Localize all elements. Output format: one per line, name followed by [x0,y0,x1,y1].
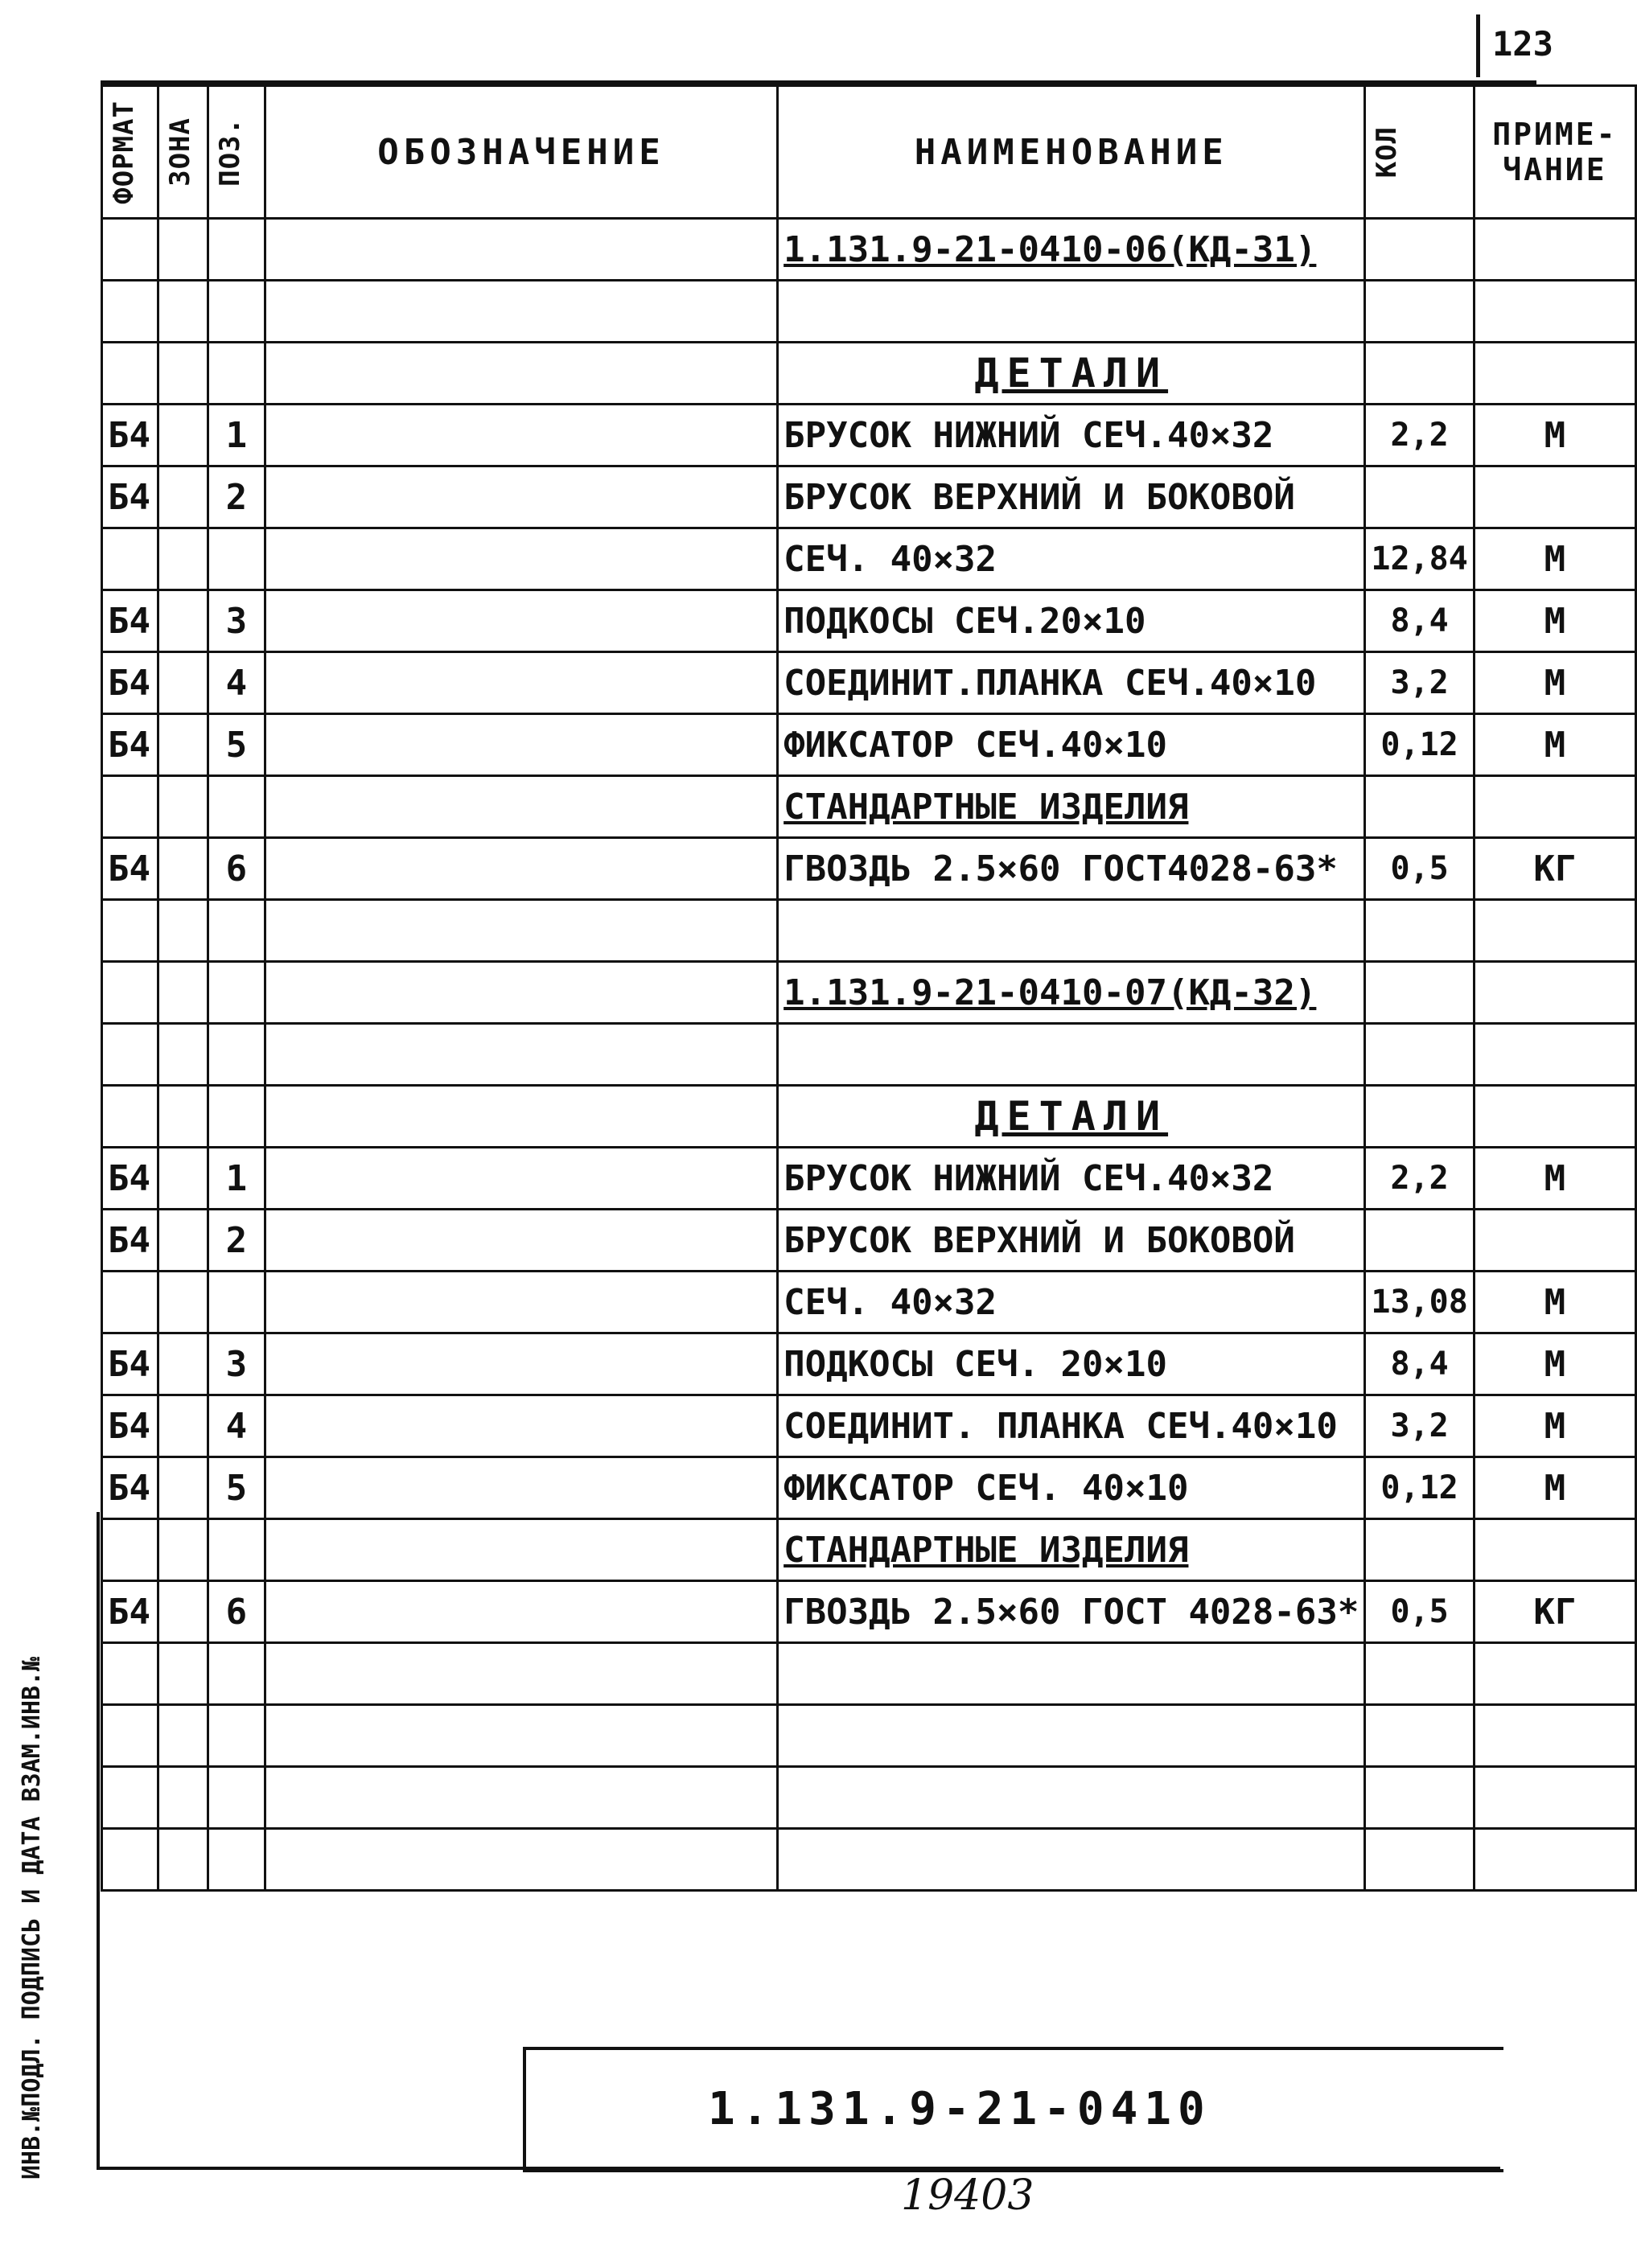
row-note [1474,1643,1635,1705]
row-designation [265,776,777,838]
row-name: 1.131.9-21-0410-06(КД-31) [778,219,1365,281]
row-format: Б4 [102,1210,158,1272]
row-qty [1365,1767,1474,1829]
table-row [102,776,1636,838]
row-designation [265,838,777,900]
row-format [102,1643,158,1705]
row-qty: 13,08 [1365,1272,1474,1333]
row-zone [158,590,208,652]
row-name [778,1829,1365,1891]
row-zone [158,714,208,776]
row-designation [265,1705,777,1767]
row-note: КГ [1474,838,1635,900]
row-pos: 3 [208,590,265,652]
row-pos: 5 [208,1457,265,1519]
row-format [102,962,158,1024]
row-qty [1365,1024,1474,1086]
row-zone [158,1148,208,1210]
row-note [1474,281,1635,343]
row-zone [158,1086,208,1148]
row-qty [1365,962,1474,1024]
row-format [102,1086,158,1148]
row-zone [158,838,208,900]
row-note [1474,1705,1635,1767]
table-row [102,590,1636,652]
table-row [102,1333,1636,1395]
row-designation [265,219,777,281]
document-code: 1.131.9-21-0410 [708,2083,1211,2135]
row-format [102,1767,158,1829]
header-pos [208,86,265,219]
row-pos: 6 [208,838,265,900]
row-format [102,343,158,405]
row-designation [265,528,777,590]
row-format: Б4 [102,714,158,776]
row-format: Б4 [102,652,158,714]
row-pos [208,1024,265,1086]
row-note [1474,962,1635,1024]
row-designation [265,1024,777,1086]
row-designation [265,281,777,343]
specification-table [101,84,1637,1892]
table-row [102,281,1636,343]
row-zone [158,1519,208,1581]
row-qty [1365,1210,1474,1272]
table-row [102,1519,1636,1581]
row-qty: 2,2 [1365,1148,1474,1210]
row-zone [158,962,208,1024]
row-note: М [1474,1395,1635,1457]
row-name: ПОДКОСЫ СЕЧ. 20×10 [778,1333,1365,1395]
row-format: Б4 [102,405,158,466]
row-designation [265,1519,777,1581]
row-pos [208,1086,265,1148]
row-qty [1365,776,1474,838]
table-row [102,1767,1636,1829]
table-row [102,466,1636,528]
row-format: Б4 [102,1395,158,1457]
row-designation [265,590,777,652]
row-zone [158,405,208,466]
row-qty: 0,5 [1365,1581,1474,1643]
row-zone [158,281,208,343]
table-row [102,962,1636,1024]
row-format [102,1519,158,1581]
row-pos [208,343,265,405]
row-designation [265,1148,777,1210]
row-qty [1365,1643,1474,1705]
table-header [102,86,1636,219]
row-zone [158,1272,208,1333]
row-format: Б4 [102,466,158,528]
table-row [102,1210,1636,1272]
row-qty: 3,2 [1365,652,1474,714]
row-designation [265,466,777,528]
row-format: Б4 [102,590,158,652]
row-qty [1365,1519,1474,1581]
row-zone [158,343,208,405]
row-name [778,281,1365,343]
row-pos: 1 [208,1148,265,1210]
row-qty [1365,466,1474,528]
table-row [102,343,1636,405]
table-row [102,1457,1636,1519]
row-qty: 0,12 [1365,714,1474,776]
table-row [102,1272,1636,1333]
row-note [1474,776,1635,838]
row-pos [208,1519,265,1581]
row-format [102,1024,158,1086]
row-format [102,776,158,838]
row-zone [158,1210,208,1272]
row-pos: 4 [208,1395,265,1457]
row-note: М [1474,528,1635,590]
row-name [778,1767,1365,1829]
row-note [1474,1210,1635,1272]
row-qty: 8,4 [1365,1333,1474,1395]
table-row [102,1086,1636,1148]
table-row [102,1024,1636,1086]
row-qty [1365,343,1474,405]
row-name: ДЕТАЛИ [778,343,1365,405]
row-zone [158,528,208,590]
row-name: ФИКСАТОР СЕЧ. 40×10 [778,1457,1365,1519]
row-name: 1.131.9-21-0410-07(КД-32) [778,962,1365,1024]
row-designation [265,1767,777,1829]
side-margin-labels: ИНВ.№ПОДЛ. ПОДПИСЬ И ДАТА ВЗАМ.ИНВ.№ [18,1656,46,2180]
row-qty [1365,281,1474,343]
row-note: М [1474,714,1635,776]
row-zone [158,466,208,528]
table-row [102,528,1636,590]
row-zone [158,1767,208,1829]
row-designation [265,343,777,405]
row-designation [265,1643,777,1705]
row-name: СЕЧ. 40×32 [778,1272,1365,1333]
row-pos [208,281,265,343]
row-note: М [1474,1457,1635,1519]
row-qty: 0,5 [1365,838,1474,900]
row-zone [158,652,208,714]
bottom-rule [97,2167,1500,2170]
row-format: Б4 [102,1457,158,1519]
table-body [102,219,1636,1891]
row-name: БРУСОК НИЖНИЙ СЕЧ.40×32 [778,405,1365,466]
row-zone [158,219,208,281]
row-name [778,1643,1365,1705]
table-row [102,1829,1636,1891]
row-note [1474,1829,1635,1891]
header-designation: ОБОЗНАЧЕНИЕ [265,86,777,219]
row-zone [158,1457,208,1519]
row-note [1474,1086,1635,1148]
row-pos [208,1643,265,1705]
row-pos [208,900,265,962]
row-qty [1365,1705,1474,1767]
header-pos-label: ПОЗ. [213,117,246,187]
row-note: М [1474,1333,1635,1395]
left-margin-rule [97,1512,100,2170]
row-note [1474,466,1635,528]
row-zone [158,1829,208,1891]
row-zone [158,900,208,962]
row-name: ГВОЗДЬ 2.5×60 ГОСТ 4028-63* [778,1581,1365,1643]
page-number-bar [1476,14,1480,77]
row-name: БРУСОК ВЕРХНИЙ И БОКОВОЙ [778,1210,1365,1272]
row-name [778,1705,1365,1767]
row-qty [1365,1829,1474,1891]
row-pos: 6 [208,1581,265,1643]
row-name [778,900,1365,962]
row-name: СЕЧ. 40×32 [778,528,1365,590]
row-pos [208,1829,265,1891]
row-format: Б4 [102,838,158,900]
row-zone [158,776,208,838]
header-qty [1365,86,1474,219]
row-designation [265,1272,777,1333]
row-pos [208,528,265,590]
row-name: СТАНДАРТНЫЕ ИЗДЕЛИЯ [778,1519,1365,1581]
table-row [102,838,1636,900]
row-zone [158,1395,208,1457]
row-pos [208,776,265,838]
row-format [102,1705,158,1767]
row-note [1474,219,1635,281]
row-zone [158,1643,208,1705]
row-format: Б4 [102,1581,158,1643]
table-row [102,219,1636,281]
row-designation [265,1333,777,1395]
row-note [1474,1519,1635,1581]
table-row [102,652,1636,714]
row-name: БРУСОК НИЖНИЙ СЕЧ.40×32 [778,1148,1365,1210]
row-designation [265,1581,777,1643]
row-name [778,1024,1365,1086]
row-format [102,900,158,962]
row-pos [208,1705,265,1767]
row-designation [265,1829,777,1891]
row-note: М [1474,590,1635,652]
row-format: Б4 [102,1148,158,1210]
table-row [102,1705,1636,1767]
row-format [102,1272,158,1333]
row-qty: 0,12 [1365,1457,1474,1519]
row-pos: 2 [208,1210,265,1272]
row-pos: 3 [208,1333,265,1395]
row-qty: 8,4 [1365,590,1474,652]
table-row [102,1395,1636,1457]
row-designation [265,714,777,776]
row-pos [208,1767,265,1829]
row-qty: 2,2 [1365,405,1474,466]
row-pos [208,219,265,281]
row-pos [208,1272,265,1333]
row-zone [158,1333,208,1395]
header-zone-label: ЗОНА [163,117,196,187]
header-format-label: ФОРМАТ [108,100,140,204]
row-zone [158,1581,208,1643]
header-zone [158,86,208,219]
row-designation [265,405,777,466]
row-name: СТАНДАРТНЫЕ ИЗДЕЛИЯ [778,776,1365,838]
row-designation [265,1457,777,1519]
row-designation [265,652,777,714]
row-note: М [1474,1272,1635,1333]
row-name: ФИКСАТОР СЕЧ.40×10 [778,714,1365,776]
row-designation [265,1086,777,1148]
row-name: СОЕДИНИТ.ПЛАНКА СЕЧ.40×10 [778,652,1365,714]
row-format [102,219,158,281]
row-note: КГ [1474,1581,1635,1643]
row-pos: 2 [208,466,265,528]
row-note: М [1474,405,1635,466]
header-name: НАИМЕНОВАНИЕ [778,86,1365,219]
row-name: ГВОЗДЬ 2.5×60 ГОСТ4028-63* [778,838,1365,900]
row-name: ДЕТАЛИ [778,1086,1365,1148]
row-note: М [1474,1148,1635,1210]
row-format: Б4 [102,1333,158,1395]
row-zone [158,1705,208,1767]
row-pos [208,962,265,1024]
row-pos: 4 [208,652,265,714]
row-qty: 12,84 [1365,528,1474,590]
row-format [102,1829,158,1891]
table-row [102,714,1636,776]
row-name: СОЕДИНИТ. ПЛАНКА СЕЧ.40×10 [778,1395,1365,1457]
row-note [1474,1024,1635,1086]
header-format [102,86,158,219]
row-note: М [1474,652,1635,714]
inventory-number: 19403 [901,2171,1034,2220]
row-pos: 1 [208,405,265,466]
row-designation [265,1210,777,1272]
row-zone [158,1024,208,1086]
header-qty-label: КОЛ [1371,125,1404,179]
row-note [1474,1767,1635,1829]
row-name: БРУСОК ВЕРХНИЙ И БОКОВОЙ [778,466,1365,528]
row-qty [1365,900,1474,962]
row-name: ПОДКОСЫ СЕЧ.20×10 [778,590,1365,652]
table-row [102,1148,1636,1210]
row-format [102,281,158,343]
table-row [102,405,1636,466]
row-qty [1365,1086,1474,1148]
row-designation [265,900,777,962]
row-qty [1365,219,1474,281]
page-number: 123 [1492,24,1553,64]
row-pos: 5 [208,714,265,776]
row-designation [265,962,777,1024]
header-note: ПРИМЕ-ЧАНИЕ [1474,86,1635,219]
row-qty: 3,2 [1365,1395,1474,1457]
table-row [102,900,1636,962]
row-note [1474,343,1635,405]
row-designation [265,1395,777,1457]
table-row [102,1643,1636,1705]
row-format [102,528,158,590]
table-row [102,1581,1636,1643]
row-note [1474,900,1635,962]
